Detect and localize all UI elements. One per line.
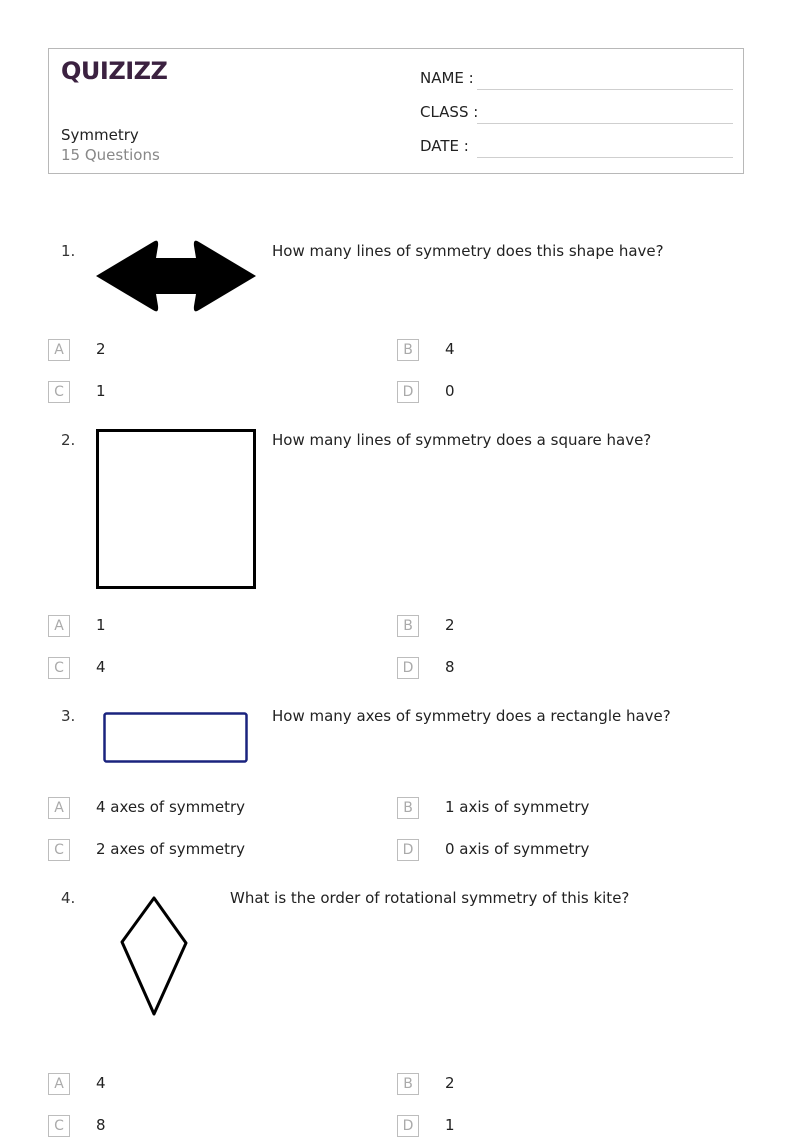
question-text: What is the order of rotational symmetry of this kite? (230, 889, 630, 907)
option-text: 2 (96, 340, 106, 358)
option-text: 4 axes of symmetry (96, 798, 246, 816)
worksheet-header (48, 48, 744, 174)
date-label: DATE : (420, 137, 469, 155)
question-number: 4. (61, 889, 76, 907)
rectangle-image (103, 712, 248, 763)
option-letter: A (48, 615, 70, 637)
quizizz-logo: QUIZIZZ (61, 57, 168, 85)
kite-image (118, 894, 190, 1018)
option-text: 8 (96, 1116, 106, 1134)
class-line[interactable] (477, 123, 733, 124)
option-letter: B (397, 797, 419, 819)
worksheet-title: Symmetry (61, 126, 139, 144)
option-text: 8 (445, 658, 455, 676)
option-letter: A (48, 1073, 70, 1095)
class-label: CLASS : (420, 103, 479, 121)
option-text: 1 axis of symmetry (445, 798, 590, 816)
option-letter: D (397, 381, 419, 403)
option-letter: D (397, 1115, 419, 1137)
square-image (96, 429, 256, 589)
option-letter: A (48, 797, 70, 819)
option-letter: C (48, 381, 70, 403)
option-text: 4 (96, 1074, 106, 1092)
question-text: How many lines of symmetry does this shape have? (272, 242, 664, 260)
name-label: NAME : (420, 69, 474, 87)
option-text: 2 (445, 616, 455, 634)
question-number: 2. (61, 431, 76, 449)
option-text: 0 (445, 382, 455, 400)
option-letter: B (397, 615, 419, 637)
option-letter: C (48, 1115, 70, 1137)
question-text: How many axes of symmetry does a rectangle have? (272, 707, 671, 725)
option-text: 1 (96, 616, 106, 634)
option-letter: D (397, 839, 419, 861)
double-arrow-image (96, 238, 256, 314)
option-text: 4 (445, 340, 455, 358)
option-letter: A (48, 339, 70, 361)
option-letter: D (397, 657, 419, 679)
class-field[interactable] (420, 103, 733, 125)
option-text: 1 (96, 382, 106, 400)
option-text: 4 (96, 658, 106, 676)
option-text: 0 axis of symmetry (445, 840, 590, 858)
option-letter: B (397, 339, 419, 361)
question-number: 3. (61, 707, 76, 725)
option-letter: C (48, 839, 70, 861)
option-text: 1 (445, 1116, 455, 1134)
option-text: 2 axes of symmetry (96, 840, 246, 858)
date-field[interactable] (420, 137, 733, 159)
name-line[interactable] (477, 89, 733, 90)
question-number: 1. (61, 242, 76, 260)
option-letter: B (397, 1073, 419, 1095)
option-text: 2 (445, 1074, 455, 1092)
option-letter: C (48, 657, 70, 679)
question-count: 15 Questions (61, 146, 160, 164)
question-text: How many lines of symmetry does a square have? (272, 431, 652, 449)
date-line[interactable] (477, 157, 733, 158)
name-field[interactable] (420, 69, 733, 91)
